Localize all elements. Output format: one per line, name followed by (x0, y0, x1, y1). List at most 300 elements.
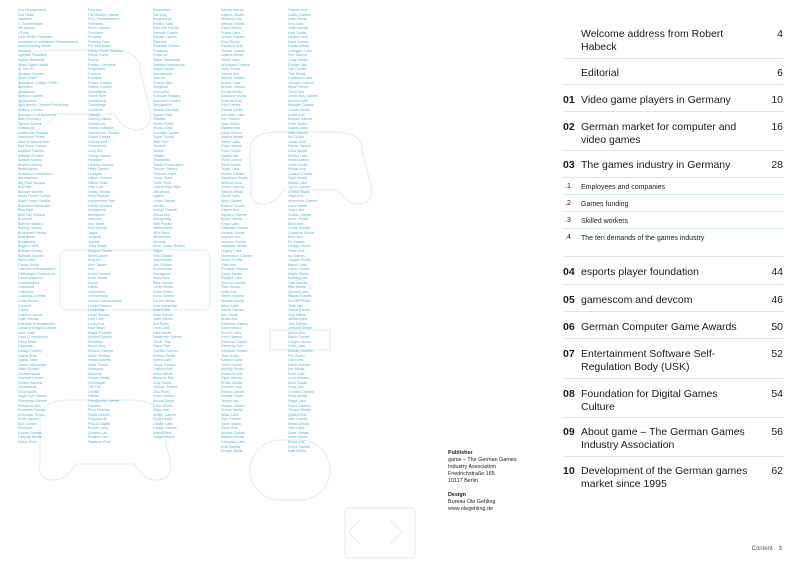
member-name: Winterkalte (153, 235, 171, 240)
member-name: Bytro Labs (18, 258, 36, 263)
member-name: Summit Games (221, 280, 246, 285)
member-name: Tundra Games (221, 48, 245, 53)
member-name: Mike Media (153, 330, 172, 335)
member-name: Playa Games (88, 412, 110, 417)
toc-page: 4 (777, 28, 783, 40)
member-name: Draco Arts (288, 112, 305, 117)
member-name: Mast Games (288, 39, 309, 44)
member-name: Sixteen Bits (153, 80, 172, 85)
member-name: Xylo Games (221, 417, 241, 422)
member-name: Meteor Labs (288, 153, 308, 158)
member-column-2 (88, 8, 156, 445)
member-name: Jollypad (88, 235, 102, 240)
member-name: Loch Games (288, 376, 309, 381)
member-name: Mindfield (88, 339, 103, 344)
member-name: Alpha Arts (153, 276, 170, 281)
member-name: Xeric Studio (221, 67, 241, 72)
member-name: Peak Media (288, 394, 307, 399)
member-name: Golf Interactive (153, 303, 178, 308)
member-name: Orion Studio (288, 162, 308, 167)
member-name: Semaeopus (153, 71, 173, 76)
member-name: Ninja Theory (88, 362, 109, 367)
member-name: Ohrenspiel (88, 380, 106, 385)
member-name: Pinnacle Games (221, 267, 248, 272)
member-name: Bravo Arts (221, 317, 238, 322)
member-name: Thicket Studio (288, 408, 311, 413)
member-name: Unison Games (221, 403, 245, 408)
member-name: Marble Media (221, 135, 243, 140)
member-name: Holy Cow (88, 185, 104, 190)
member-name: A&B Media Computer (18, 35, 53, 40)
member-name: Hardlight (88, 158, 103, 163)
member-name: Design Factory (18, 349, 43, 354)
member-name: Quarry Games (221, 35, 245, 40)
member-name: Codemasters (18, 280, 40, 285)
member-name: Helm Media (288, 17, 308, 22)
member-name: Zone Games (288, 430, 309, 435)
member-name: Treasure Hunt (153, 171, 176, 176)
toc-page: 62 (771, 465, 783, 477)
member-name: Flare Media (288, 121, 307, 126)
member-name: Glen Arts (288, 358, 303, 363)
member-name: Kepler Games (288, 144, 311, 149)
member-name: Frogwares (88, 67, 105, 72)
member-name: Pine Media (288, 285, 306, 290)
member-name: Jade Studio (221, 121, 240, 126)
member-name: Urban Games (153, 198, 176, 203)
member-name: Brainseed Factory (18, 230, 48, 235)
member-name: Wharf Studio (288, 85, 309, 90)
member-name: Brilliant Games (18, 248, 43, 253)
member-name: Collabora (18, 289, 34, 294)
member-name: Toplitz Productions (153, 162, 184, 167)
member-name: Lab42 (88, 285, 98, 290)
member-name: GoodGame Studios (88, 130, 120, 135)
toc-page: 56 (771, 426, 783, 438)
member-name: Northplay (88, 367, 104, 372)
member-name: Fairplay Media (18, 435, 42, 440)
member-name: Yard Labs (288, 426, 305, 431)
member-name: ActiveGaming Media (18, 44, 52, 49)
member-name: Isle Media (288, 367, 305, 372)
member-name: Joyride (88, 239, 100, 244)
member-name: Rowan Games (288, 294, 312, 299)
member-name: Eclipse Games (288, 117, 313, 122)
member-name: Yew Games (288, 321, 308, 326)
toc-page: 6 (777, 67, 783, 79)
member-name: Gamigo (88, 112, 101, 117)
member-name: BigPoint (18, 185, 32, 190)
member-name: Elements Games (18, 408, 46, 413)
toc-title: Development of the German games market since 1995 (581, 465, 748, 490)
member-name: Weltenbauer (153, 226, 174, 231)
member-name: Emerald Arts (221, 98, 242, 103)
member-name: 3R Games (18, 26, 36, 31)
member-name: Limbic Entertainment (88, 299, 122, 303)
toc-number: 06 (563, 321, 575, 333)
member-name: Encore Labs (221, 330, 242, 335)
member-name: Antagonist (18, 89, 35, 94)
member-name: Lucky Kat (88, 321, 104, 326)
member-name: Rat King (153, 12, 167, 17)
member-name: Unity Arts (221, 289, 237, 294)
member-name: Colossus Games (18, 294, 46, 299)
member-name: Ember Games (153, 412, 177, 417)
member-name: Focus Home (88, 53, 109, 58)
member-name: Zenith Bay Games (288, 94, 318, 99)
toc-subtitle: Employees and companies (581, 184, 666, 191)
member-name: Moor Studio (288, 380, 308, 385)
member-name: Kantate Labs (221, 358, 243, 363)
member-name: Nebula Games (221, 21, 245, 26)
member-name: Waltz Labs (221, 412, 239, 417)
member-name: Saber Interactive (153, 58, 181, 63)
member-name: Shin'en (153, 76, 165, 81)
member-name: Nickel Labs (221, 139, 240, 144)
member-name: Big Pixel Studios (18, 180, 45, 185)
member-name: Orchard Games (288, 389, 314, 394)
member-name: Momentum Games (221, 253, 252, 258)
toc-subtitle: Games funding (581, 201, 629, 208)
member-name: Kyanite Arts (221, 126, 241, 131)
member-name: Jovian Arts (288, 139, 306, 144)
member-name: Digital Bros (18, 353, 37, 358)
member-name: India Games (153, 312, 174, 317)
member-name: Estuary Games (288, 349, 313, 354)
member-name: Firebrand (88, 30, 104, 35)
member-name: Radical Fish (88, 435, 108, 440)
member-name: Zodiac Games (288, 212, 312, 217)
toc-title: German market for computer and video games (581, 121, 737, 146)
member-name: Ahaa Digital Media (18, 62, 49, 67)
member-name: Opus Games (221, 376, 243, 381)
member-name: Mad Head (88, 326, 105, 331)
member-name: Headup Games (88, 162, 114, 167)
member-name: Willow Labs (288, 317, 308, 322)
member-name: Mixed Bag (88, 344, 105, 349)
member-name: Cyan Worlds (18, 317, 39, 322)
toc-page: 10 (771, 94, 783, 106)
member-name: Quince Labs (288, 289, 309, 294)
member-name: Ion Studio (288, 135, 305, 140)
member-name: Onyx Games (221, 144, 242, 149)
member-name: Ensign Studio (221, 449, 244, 454)
member-name: Spruce Studio (288, 299, 311, 303)
member-name: Fernwerk (88, 21, 103, 26)
toc-page: 46 (771, 294, 783, 306)
member-name: Eagle Eye Games (18, 394, 47, 399)
member-name: Gravity Well (88, 139, 108, 144)
member-name: Crenetic (18, 303, 32, 308)
member-name: Everbyte (18, 426, 33, 431)
member-name: Oak Games (288, 280, 308, 285)
member-name: Basin Games (288, 335, 310, 340)
member-name: Garnet Media (221, 108, 243, 113)
member-name: Quasar Games (288, 171, 313, 176)
member-name: Animation Design GmbH (18, 80, 58, 85)
member-name: Arctic Games (153, 394, 175, 399)
toc-page: 52 (771, 348, 783, 360)
member-name: Kapok Labs (288, 262, 307, 267)
member-name: Diamond Studio (221, 94, 247, 99)
member-name: Blackbird Interactive (18, 203, 51, 208)
member-name: Amber Labs (221, 80, 241, 85)
publisher-line: game – The German Games (448, 457, 517, 463)
publisher-line: Industry Association (448, 464, 496, 470)
member-name: Laboratory (88, 289, 106, 294)
member-name: Zwergpunk (153, 271, 171, 276)
member-name: Zulu Pixel (153, 389, 169, 394)
member-name: Telltale (153, 153, 165, 158)
toc-number: 05 (563, 294, 575, 306)
member-name: Foxtrot Media (153, 299, 175, 303)
toc-number: 02 (563, 121, 575, 133)
member-name: Vanadium Studio (221, 176, 249, 181)
member-name: Vivace Media (221, 408, 243, 413)
member-name: Prairie Labs (221, 30, 241, 35)
member-name: Animatrix (18, 85, 33, 90)
member-name: Inlet Labs (288, 21, 304, 26)
member-name: Larch Games (288, 267, 310, 272)
member-name: Beatshapers (18, 167, 39, 172)
member-name: Victor Media (153, 371, 173, 376)
member-name: Epoch Media (221, 217, 242, 222)
member-name: Bronze Games (221, 85, 245, 90)
member-name: Purple Lamp (88, 426, 109, 431)
member-name: Acorn Studio (288, 217, 309, 222)
member-name: Jagex (88, 230, 98, 235)
member-name: Jungle Works (153, 435, 175, 440)
member-name: Tide Media (288, 71, 306, 76)
member-name: Turtle Rock (153, 180, 172, 185)
member-name: Snowprint (153, 89, 169, 94)
toc-subnumber: .1 (565, 183, 571, 190)
member-name: Dune Arts (153, 408, 169, 413)
member-name: Quartet Labs (221, 385, 242, 390)
member-name: Grand Games (88, 135, 111, 140)
member-name: Deep Silver (18, 339, 37, 344)
member-name: Papa Pixel (153, 344, 171, 349)
member-name: Inselspiele (88, 212, 105, 217)
member-name: Slope Games (288, 403, 310, 408)
member-name: Ulmus Games (288, 308, 311, 313)
member-name: Rainbow Pixel (88, 439, 111, 444)
member-name: Wizards (153, 239, 166, 244)
member-name: Hexagon (88, 171, 103, 176)
member-name: Beta Games (153, 280, 173, 285)
member-name: Linked Games (88, 303, 112, 308)
member-name: Exozet Games (18, 430, 42, 435)
member-name: Spellgarden (153, 103, 173, 108)
member-name: Cliffhanger Productions (18, 271, 56, 276)
member-name: Maple Studio (288, 271, 309, 276)
member-name: Delta Works (153, 289, 173, 294)
member-name: Hematite Labs (221, 112, 245, 117)
member-name: Ubisoft Blue Byte (153, 185, 181, 190)
member-name: Fjord Media (153, 417, 172, 422)
member-name: Fishlabs (88, 35, 102, 40)
member-name: Xbox Game Studios (153, 244, 185, 249)
member-name: Lento Games (221, 362, 243, 367)
member-name: Orbit Arts (221, 262, 236, 267)
member-name: Alpine Arts (288, 330, 306, 335)
member-name: Ultrashock (153, 189, 170, 194)
member-name: Trinity Team (153, 176, 173, 181)
member-name: Blue Sky Studios (18, 212, 46, 217)
toc-title: German Computer Game Awards (581, 321, 737, 333)
member-name: Gateway Games (221, 226, 248, 231)
toc-title: Editorial (581, 67, 619, 79)
member-name: aaaahhh (18, 17, 32, 22)
member-name: Breakpoint (18, 239, 36, 244)
member-name: Independent Arts (88, 198, 116, 203)
member-name: Pixel Maniacs (88, 408, 111, 413)
member-name: Xray Studio (153, 380, 172, 385)
member-name: Lapis Games (221, 130, 243, 135)
member-name: Studio Gobo (153, 126, 173, 131)
member-name: Bright Future (18, 244, 39, 249)
member-name: Journey Games (221, 239, 247, 244)
member-name: Upland Media (221, 53, 244, 58)
member-name: Academy of Interactive Entertainment (18, 39, 78, 44)
member-name: Paradox (88, 403, 102, 408)
member-name: Avalanche Studios (18, 130, 48, 135)
member-name: Gaming Minds (88, 117, 112, 122)
member-name: Yello Studio (153, 253, 172, 258)
member-name: Circle Studio (153, 285, 174, 290)
page-number: 3 (778, 546, 782, 552)
member-name: Luna Media (288, 148, 307, 153)
member-name: Aerosoft (18, 48, 32, 53)
member-name: Compass Labs (221, 439, 245, 444)
member-name: Black Forest Games (18, 194, 51, 199)
toc-title: The games industry in Germany (581, 159, 731, 171)
member-name: Badland Games (18, 148, 44, 153)
member-name: Rudder Arts (288, 62, 307, 67)
member-name: Handy Games (88, 153, 111, 158)
member-name: Undertow Labs (288, 76, 313, 81)
member-name: Forge Labs (221, 221, 240, 226)
member-name: Ferox Games (88, 26, 110, 31)
member-name: Pearl Studio (221, 148, 241, 153)
member-name: Appsfactory (18, 98, 37, 103)
member-name: King Art (88, 258, 101, 263)
member-name: Upland Arts (288, 412, 307, 417)
member-name: Beacon Studio (221, 203, 245, 208)
member-name: KeenGames (88, 253, 108, 258)
member-name: Kilo Bytes (153, 321, 169, 326)
member-name: Voyage Media (221, 299, 244, 303)
member-name: Candy Media (18, 262, 40, 267)
member-name: Teak Arts (288, 303, 303, 308)
member-name: Modern Games (88, 349, 113, 354)
member-name: Freaky Creations (88, 62, 116, 67)
member-name: Local Heroes (88, 312, 110, 317)
member-name: Umber Games (221, 171, 245, 176)
member-name: Playdigious (88, 417, 107, 422)
screen-outline-icon (345, 508, 415, 558)
toc-title: Foundation for Digital Games Culture (581, 388, 718, 413)
toc-title: esports player foundation (581, 266, 699, 278)
member-name: Gamebook (88, 98, 106, 103)
member-name: Alder Studio (288, 435, 308, 440)
member-name: Dovetail Games (18, 376, 44, 381)
member-name: HitBox Team (88, 180, 109, 185)
member-name: Orbital (88, 394, 99, 399)
member-name: Plug In Digital (88, 421, 111, 426)
member-name: Fir Games (288, 239, 305, 244)
toc-page: 54 (771, 388, 783, 400)
member-name: Harbor Games (153, 426, 177, 431)
member-name: Cadence Games (221, 321, 248, 326)
member-name: Nook Arts (288, 385, 304, 390)
member-name: Red Kite Games (153, 26, 180, 31)
member-name: Bastion Media (221, 435, 244, 440)
member-name: Silver Media (221, 162, 241, 167)
member-name: Zephyr Games (221, 76, 245, 81)
member-name: Galaxy Labs (288, 126, 308, 131)
member-name: Juniper Media (288, 258, 311, 263)
member-name: Flaming Fowl (88, 39, 110, 44)
member-name: Voyager Games (288, 80, 314, 85)
member-name: Galaxy Games (88, 85, 112, 90)
member-name: Take-Two (153, 139, 169, 144)
member-name: Paintbucket Games (88, 399, 120, 404)
member-name: Outrigger Labs (288, 48, 312, 53)
member-name: Kite Games (88, 262, 107, 267)
member-name: Yodel Studio (221, 421, 242, 426)
member-name: Disney Interactive (18, 362, 47, 367)
member-name: Gameforge (88, 103, 106, 108)
member-name: Kolibri Games (88, 271, 111, 276)
member-name: Intenium (88, 217, 102, 222)
member-name: Creek Games (288, 444, 311, 449)
member-name: Island Pixel (153, 430, 172, 435)
member-name: Atari Germany (18, 117, 42, 122)
member-name: November Games (153, 335, 183, 340)
toc-title: About game – The German Games Industry Association (581, 426, 745, 451)
member-name: Lost Tribe (88, 317, 104, 322)
member-name: Travian Games (153, 167, 178, 172)
member-name: Wolfram Arts (221, 180, 242, 185)
member-name: Sandbox Interactive (153, 62, 185, 67)
member-name: Apex Games (221, 198, 242, 203)
member-name: Al Toni IO (18, 67, 34, 72)
member-name: Reality Twist (153, 21, 174, 26)
member-name: Zen Studios (153, 262, 173, 267)
member-name: Greenheart (88, 144, 107, 149)
member-name: Fancy Pixel (18, 439, 37, 444)
member-name: Melody Studio (221, 367, 244, 372)
member-name: Cobalt Media (221, 89, 243, 94)
member-name: Vine Media (288, 312, 306, 317)
toc-subnumber: .3 (565, 217, 571, 224)
member-name: Bluehole (18, 217, 32, 222)
member-name: Iron Tower (88, 221, 105, 226)
member-name: Sega Europe (153, 67, 174, 72)
member-name: Ridge Labs (288, 399, 307, 404)
member-name: Lemonbomb (88, 294, 108, 299)
member-name: Quest Media (221, 271, 242, 276)
member-name: Square Enix (153, 112, 173, 117)
member-name: Deck13 Interactive (18, 335, 48, 340)
member-name: Innogames (88, 208, 106, 213)
member-name: Knoll Labs (288, 371, 305, 376)
member-name: Randomics (153, 8, 171, 12)
member-name: Interlude Games (221, 349, 248, 354)
member-name: Xena Media (288, 203, 308, 208)
toc-page: 44 (771, 266, 783, 278)
